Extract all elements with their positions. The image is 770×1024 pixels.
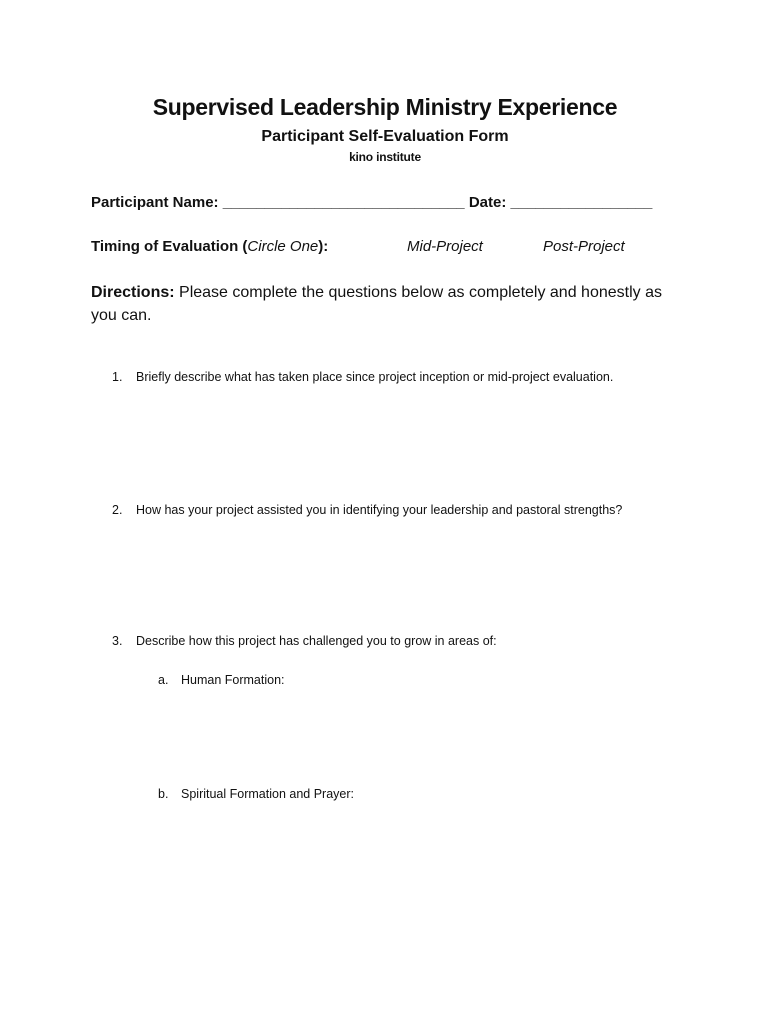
question-number: 3.: [112, 634, 123, 648]
timing-label: Timing of Evaluation (Circle One):: [91, 238, 329, 255]
subitem-letter: b.: [158, 787, 169, 801]
directions-label: Directions:: [91, 284, 175, 301]
question-text: Describe how this project has challenged you to grow in areas of:: [136, 634, 497, 648]
timing-option-post-project[interactable]: Post-Project: [543, 238, 625, 255]
question-number: 1.: [112, 370, 123, 384]
date-label: Date:: [468, 194, 507, 211]
participant-name-label: Participant Name:: [91, 194, 219, 211]
question-text: Briefly describe what has taken place since project inception or mid-project evaluation.: [136, 370, 614, 384]
organization-name: kino institute: [349, 150, 421, 164]
question-3b: [158, 787, 354, 801]
question-text: How has your project assisted you in identifying your leadership and pastoral strengths?: [136, 503, 623, 517]
question-3: [112, 634, 497, 648]
date-field[interactable]: _________________: [510, 194, 653, 211]
participant-name-row: [91, 194, 652, 211]
subitem-letter: a.: [158, 673, 169, 687]
subitem-text: Human Formation:: [181, 673, 285, 687]
subitem-text: Spiritual Formation and Prayer:: [181, 787, 354, 801]
question-number: 2.: [112, 503, 123, 517]
question-2: [112, 503, 622, 517]
circle-one-note: Circle One: [247, 238, 319, 255]
form-title: Supervised Leadership Ministry Experience: [152, 94, 618, 120]
question-3a: [158, 673, 285, 687]
form-subtitle: Participant Self-Evaluation Form: [261, 128, 509, 145]
participant-name-field[interactable]: _____________________________: [222, 194, 465, 211]
timing-option-mid-project[interactable]: Mid-Project: [407, 238, 483, 255]
directions-text: Please complete the questions below as completely and honestly as you can.: [91, 284, 662, 324]
timing-row: [91, 238, 691, 258]
directions-paragraph: [91, 281, 681, 327]
question-1: [112, 370, 613, 384]
